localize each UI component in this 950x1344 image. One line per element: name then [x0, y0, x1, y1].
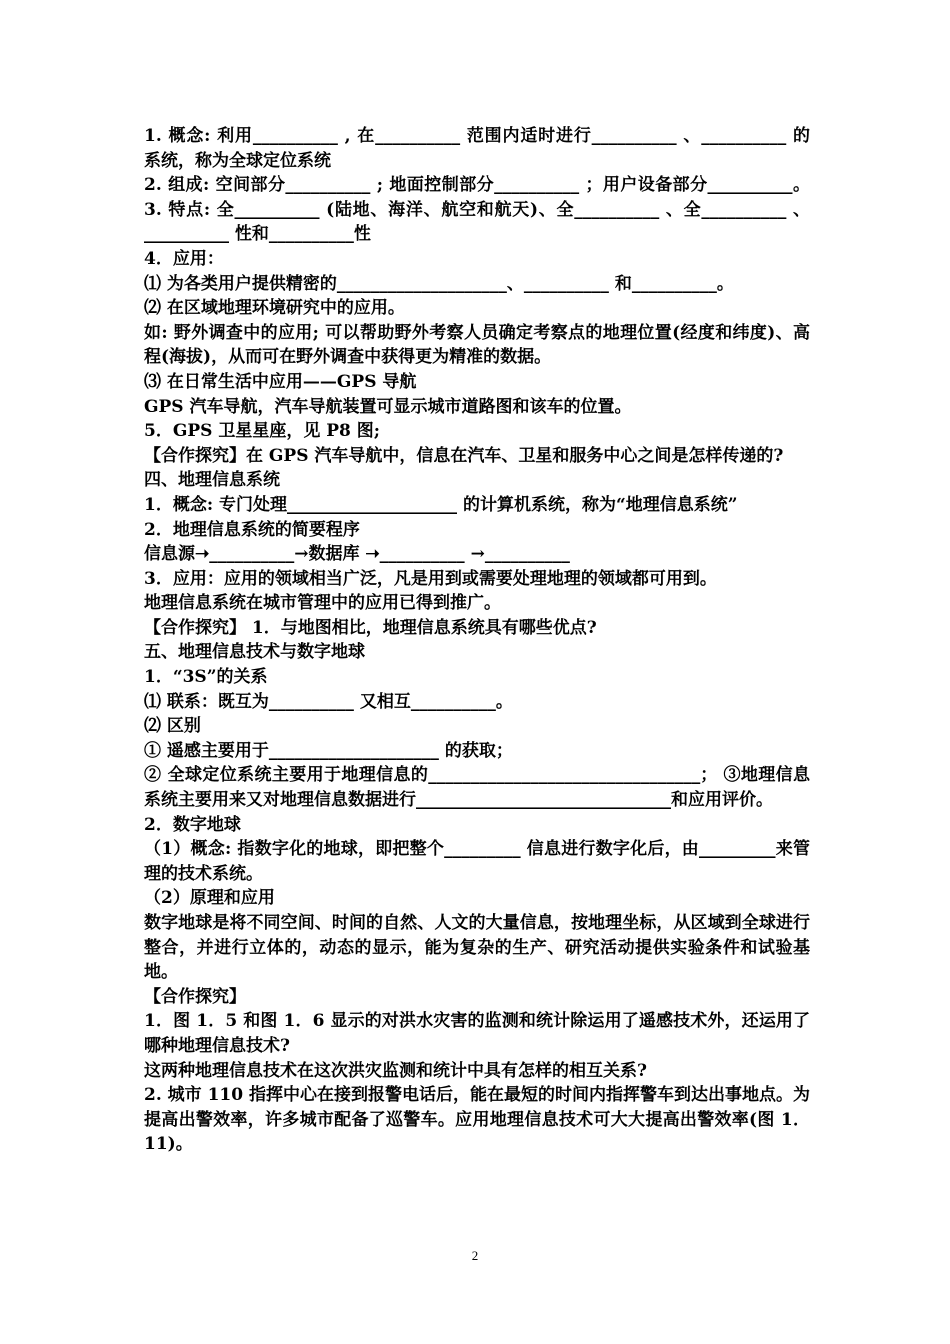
- text-line-gps-constellation: 5．GPS 卫星星座，见 P8 图;: [144, 421, 381, 442]
- text-line-question-1: 1．图 1．5 和图 1．6 显示的对洪水灾害的监测和统计除运用了遥感技术外，还运用了哪种地理信息技术?: [144, 1011, 810, 1056]
- text-line-gis-procedure: 2．地理信息系统的简要程序: [144, 519, 360, 540]
- text-line-application-1: ⑴ 为各类用户提供精密的____________________、__________ 和__________。: [144, 273, 734, 294]
- text-line-gps-composition: 2. 组成: 空间部分__________ ; 地面控制部分__________ ；用户设备部分__________。3. 特点: 全__________ (陆地、海洋、航空和航天)、全__________ 、全__________ 、__________ 性和__________性: [144, 175, 810, 245]
- section-heading-gis: 四、地理信息系统: [144, 470, 280, 491]
- text-line-gis-concept: 1．概念: 专门处理____________________ 的计算机系统，称为“地理信息系统”: [144, 494, 738, 515]
- text-line-application-3: ⑶ 在日常生活中应用——GPS 导航: [144, 371, 417, 392]
- text-line-application-heading: 4．应用：: [144, 248, 224, 269]
- text-line-3s-link: ⑴ 联系：既互为__________ 又相互__________。: [144, 691, 513, 712]
- text-line-application-2: ⑵ 在区域地理环境研究中的应用。: [144, 298, 405, 319]
- page-number: 2: [471, 1248, 479, 1263]
- text-line-gps-gis-use: ② 全球定位系统主要用于地理信息的________________________________； ③地理信息系统主要用来又对地理信息数据进行______________________________和应用评价。: [144, 765, 810, 811]
- text-line-gis-city: 地理信息系统在城市管理中的应用已得到推广。: [144, 593, 501, 614]
- text-line-rs-use: ① 遥感主要用于____________________ 的获取；: [144, 740, 513, 761]
- section-heading-digital-earth: 五、地理信息技术与数字地球: [144, 642, 365, 663]
- document-body: [144, 124, 810, 1157]
- text-line-gis-flow: 信息源➝__________→数据库 ➝__________ →__________: [144, 544, 570, 565]
- text-line-gps-concept: 1. 概念: 利用__________ , 在__________ 范围内适时进行__________ 、__________ 的系统，称为全球定位系统: [144, 126, 810, 171]
- text-line-question-1b: 这两种地理信息技术在这次洪灾监测和统计中具有怎样的相互关系?: [144, 1060, 647, 1081]
- text-line-cooperative-inquiry-3: 【合作探究】: [144, 986, 246, 1007]
- text-line-gps-navigation: GPS 汽车导航，汽车导航装置可显示城市道路图和该车的位置。: [144, 396, 632, 417]
- text-line-digital-earth: 2．数字地球: [144, 814, 241, 835]
- text-line-cooperative-inquiry-1: 【合作探究】在 GPS 汽车导航中，信息在汽车、卫星和服务中心之间是怎样传递的?: [144, 445, 784, 466]
- text-line-principle-body: 数字地球是将不同空间、时间的自然、人文的大量信息，按地理坐标，从区域到全球进行整合，并进行立体的，动态的显示，能为复杂的生产、研究活动提供实验条件和试验基地。: [144, 913, 810, 983]
- text-line-3s-difference: ⑵ 区别: [144, 716, 201, 737]
- text-line-cooperative-inquiry-2: 【合作探究】 1．与地图相比，地理信息系统具有哪些优点?: [144, 617, 597, 638]
- text-line-field-survey: 如: 野外调查中的应用; 可以帮助野外考察人员确定考察点的地理位置(经度和纬度)、高程(海拔)，从而可在野外调查中获得更为精准的数据。: [144, 322, 810, 368]
- text-line-3s-relation: 1．“3S”的关系: [144, 667, 268, 688]
- text-line-gis-application: 3．应用：应用的领域相当广泛，凡是用到或需要处理地理的领域都可用到。: [144, 568, 717, 589]
- text-line-digital-earth-concept: （1）概念: 指数字化的地球，即把整个_________ 信息进行数字化后，由_________来管理的技术系统。: [144, 839, 810, 884]
- text-line-question-2: 2. 城市 110 指挥中心在接到报警电话后，能在最短的时间内指挥警车到达出事地点。为提高出警效率，许多城市配备了巡警车。应用地理信息技术可大大提高出警效率(图 1．11)。: [144, 1085, 810, 1155]
- text-line-principle-heading: （2）原理和应用: [144, 888, 275, 909]
